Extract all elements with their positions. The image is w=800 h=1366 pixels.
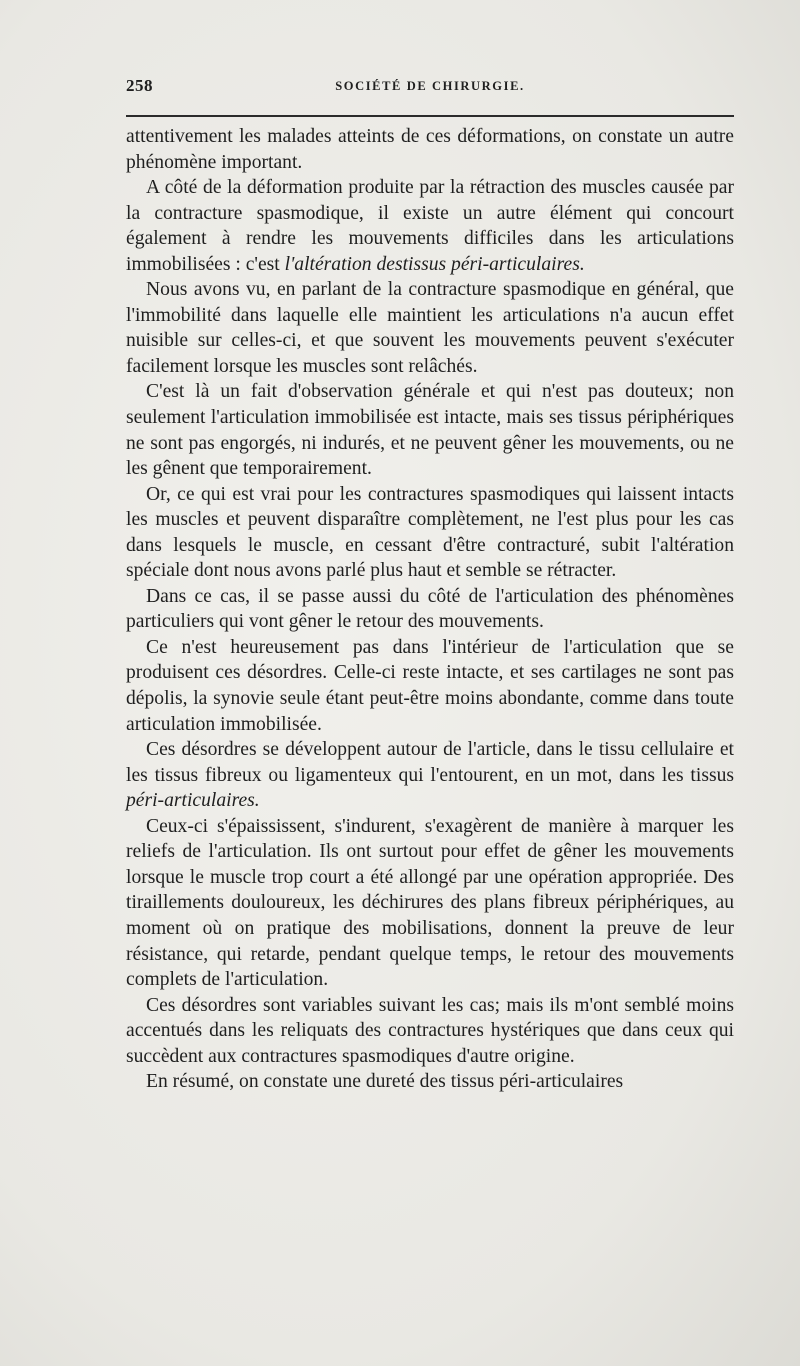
paragraph: C'est là un fait d'observation générale et qui n'est pas douteux; non seulement l'articulation immobilisée est intacte, mais ses tissus périphériques ne sont pas engorgés, ni indurés, et ne peuvent gêner les mouvements, ou ne les gênent que temporairement.: [126, 381, 734, 480]
paragraph: Nous avons vu, en parlant de la contracture spasmodique en général, que l'immobilité dans laquelle elle maintient les articulations n'a aucun effet nuisible sur celles-ci, et que souvent les mouvements peuvent s'exécuter facilement lorsque les muscles sont relâchés.: [126, 279, 734, 377]
page-header: [126, 76, 734, 100]
header-rule: [126, 115, 734, 117]
paragraph: Dans ce cas, il se passe aussi du côté de l'articulation des phénomènes particuliers qui vont gêner le retour des mouvements.: [126, 585, 734, 633]
emphasis: péri-articulaires.: [126, 790, 260, 812]
paragraph: Ces désordres sont variables suivant les cas; mais ils m'ont semblé moins accentués dans les reliquats des contractures hystériques que dans ceux qui succèdent aux contractures spasmodiques d'autre origine.: [126, 994, 734, 1067]
page-number: 258: [126, 76, 153, 95]
paragraph: A côté de la déformation produite par la rétraction des muscles causée par la contracture spasmodique, il existe un autre élément qui concourt également à rendre les mouvements difficiles dans les articulations immobilisées : c'est l'altération destissus péri-articulaires.: [126, 177, 734, 275]
paragraph: Ceux-ci s'épaississent, s'indurent, s'exagèrent de manière à marquer les reliefs de l'articulation. Ils ont surtout pour effet de gêner les mouvements lorsque le muscle trop court a été allongé par une opération appropriée. Des tiraillements douloureux, les déchirures des plans fibreux périphériques, au moment où on pratique des mobilisations, donnent la preuve de leur résistance, qui retarde, pendant quelque temps, le retour des mouvements complets de l'articulation.: [126, 815, 734, 991]
emphasis: l'altération destissus péri-articulaires.: [284, 253, 585, 275]
body-text: [126, 124, 734, 1095]
paragraph: Ces désordres se développent autour de l'article, dans le tissu cellulaire et les tissus fibreux ou ligamenteux qui l'entourent, en un mot, dans les tissus péri-articulaires.: [126, 739, 734, 812]
paragraph: Ce n'est heureusement pas dans l'intérieur de l'articulation que se produisent ces désordres. Celle-ci reste intacte, et ses cartilages ne sont pas dépolis, la synovie seule étant peut-être moins abondante, comme dans toute articulation immobilisée.: [126, 636, 734, 735]
paragraph: Or, ce qui est vrai pour les contractures spasmodiques qui laissent intacts les muscles et peuvent disparaître complètement, ne l'est plus pour les cas dans lesquels le muscle, en cessant d'être contracturé, subit l'altération spéciale dont nous avons parlé plus haut et semble se rétracter.: [126, 483, 734, 582]
running-head: SOCIÉTÉ DE CHIRURGIE.: [335, 79, 525, 93]
paragraph: attentivement les malades atteints de ces déformations, on constate un autre phénomène important.: [126, 126, 734, 173]
paragraph: En résumé, on constate une dureté des tissus péri-articulaires: [146, 1071, 624, 1093]
